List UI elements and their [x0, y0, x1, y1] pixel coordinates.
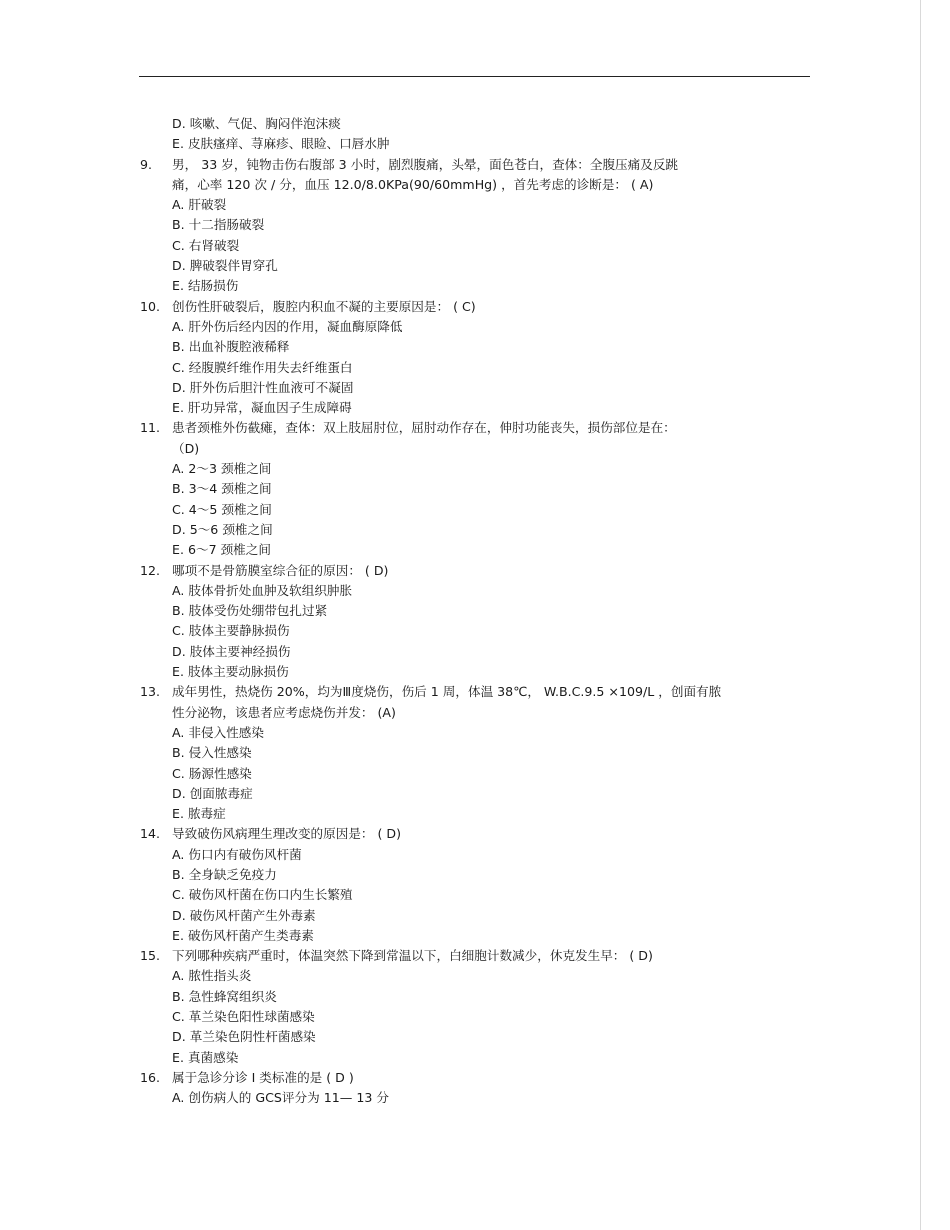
answer-option: C. 破伤风杆菌在伤口内生长繁殖 — [172, 887, 353, 903]
answer-option: B. 侵入性感染 — [172, 745, 252, 761]
answer-option: D. 咳嗽、气促、胸闷伴泡沫痰 — [172, 116, 341, 131]
question-line — [0, 1068, 920, 1088]
answer-option: D. 创面脓毒症 — [172, 785, 253, 801]
question-line — [0, 418, 920, 438]
answer-option: E. 脓毒症 — [172, 806, 226, 822]
answer-option: B. 肢体受伤处绷带包扎过紧 — [172, 603, 328, 619]
question-line — [0, 682, 920, 702]
answer-option: D. 破伤风杆菌产生外毒素 — [172, 907, 316, 923]
answer-option: D. 脾破裂伴胃穿孔 — [172, 258, 278, 274]
question-continuation: 性分泌物，该患者应考虑烧伤并发： (A) — [172, 704, 396, 720]
question-text: 患者颈椎外伤截瘫，查体：双上肢屈肘位，屈肘动作存在，伸肘功能丧失，损伤部位是在： — [172, 420, 676, 436]
question-list — [0, 114, 920, 1109]
question-text: 下列哪种疾病严重时，体温突然下降到常温以下，白细胞计数减少，休克发生早： ( D) — [172, 948, 653, 964]
answer-option: C. 革兰染色阳性球菌感染 — [172, 1009, 315, 1025]
answer-option: A. 肢体骨折处血肿及软组织肿胀 — [172, 582, 353, 598]
answer-option: D. 革兰染色阴性杆菌感染 — [172, 1029, 316, 1045]
question-text: 男， 33 岁，钝物击伤右腹部 3 小时，剧烈腹痛，头晕，面色苍白，查体：全腹压痛及反跳 — [172, 156, 679, 172]
question-text: 导致破伤风病理生理改变的原因是： ( D) — [172, 826, 402, 842]
answer-option: C. 经腹膜纤维作用失去纤维蛋白 — [172, 359, 353, 375]
question-line — [0, 946, 920, 966]
question-line — [0, 297, 920, 317]
page-edge — [920, 0, 921, 1230]
answer-option: A. 肝外伤后经内因的作用，凝血酶原降低 — [172, 318, 403, 334]
question-text: 创伤性肝破裂后，腹腔内积血不凝的主要原因是： ( C) — [172, 298, 476, 314]
question-continuation: 痛，心率 120 次 / 分，血压 12.0/8.0KPa(90/60mmHg) ，首先考虑的诊断是： ( A) — [172, 176, 654, 192]
question-line — [0, 561, 920, 581]
question-number: 14. — [140, 826, 161, 842]
answer-option: A. 伤口内有破伤风杆菌 — [172, 846, 302, 862]
answer-option: B. 急性蜂窝组织炎 — [172, 988, 277, 1004]
header-rule — [139, 76, 810, 77]
answer-option: E. 肝功异常，凝血因子生成障碍 — [172, 400, 352, 416]
question-text: 属于急诊分诊 Ⅰ 类标准的是 ( D ) — [172, 1069, 354, 1085]
answer-option: A. 创伤病人的 GCS评分为 11— 13 分 — [172, 1090, 389, 1106]
answer-option: C. 肠源性感染 — [172, 765, 252, 781]
answer-option: E. 结肠损伤 — [172, 278, 239, 294]
answer-option: B. 全身缺乏免疫力 — [172, 866, 277, 882]
answer-option: E. 6～7 颈椎之间 — [172, 542, 271, 558]
question-number: 13. — [140, 684, 161, 700]
question-line — [0, 824, 920, 844]
answer-option: A. 2～3 颈椎之间 — [172, 461, 272, 477]
question-number: 10. — [140, 298, 161, 314]
answer-option: B. 十二指肠破裂 — [172, 217, 265, 233]
question-number: 12. — [140, 562, 161, 578]
answer-option: E. 肢体主要动脉损伤 — [172, 664, 289, 680]
answer-option: B. 出血补腹腔液稀释 — [172, 339, 290, 355]
answer-option: D. 肢体主要神经损伤 — [172, 643, 291, 659]
answer-option: D. 5～6 颈椎之间 — [172, 521, 273, 537]
answer-option: D. 肝外伤后胆汁性血液可不凝固 — [172, 379, 354, 395]
question-number: 11. — [140, 420, 161, 436]
question-number: 9. — [140, 156, 153, 172]
answer-option: C. 肢体主要静脉损伤 — [172, 623, 290, 639]
question-text: 成年男性，热烧伤 20%，均为Ⅲ度烧伤，伤后 1 周，体温 38℃， W.B.C.9.5 ×109/L ，创面有脓 — [172, 684, 722, 700]
answer-option: E. 破伤风杆菌产生类毒素 — [172, 927, 314, 943]
answer-option: C. 4～5 颈椎之间 — [172, 501, 272, 517]
question-continuation: （D) — [172, 440, 200, 456]
answer-option: B. 3～4 颈椎之间 — [172, 481, 272, 497]
question-text: 哪项不是骨筋膜室综合征的原因： ( D) — [172, 562, 389, 578]
answer-option: C. 右肾破裂 — [172, 237, 240, 253]
answer-option: A. 肝破裂 — [172, 197, 227, 213]
question-number: 16. — [140, 1069, 161, 1085]
answer-option: A. 非侵入性感染 — [172, 724, 264, 740]
question-number: 15. — [140, 948, 161, 964]
question-line — [0, 155, 920, 175]
answer-option: E. 真菌感染 — [172, 1049, 239, 1065]
answer-option: A. 脓性指头炎 — [172, 968, 252, 984]
answer-option: E. 皮肤瘙痒、荨麻疹、眼睑、口唇水肿 — [172, 136, 390, 152]
